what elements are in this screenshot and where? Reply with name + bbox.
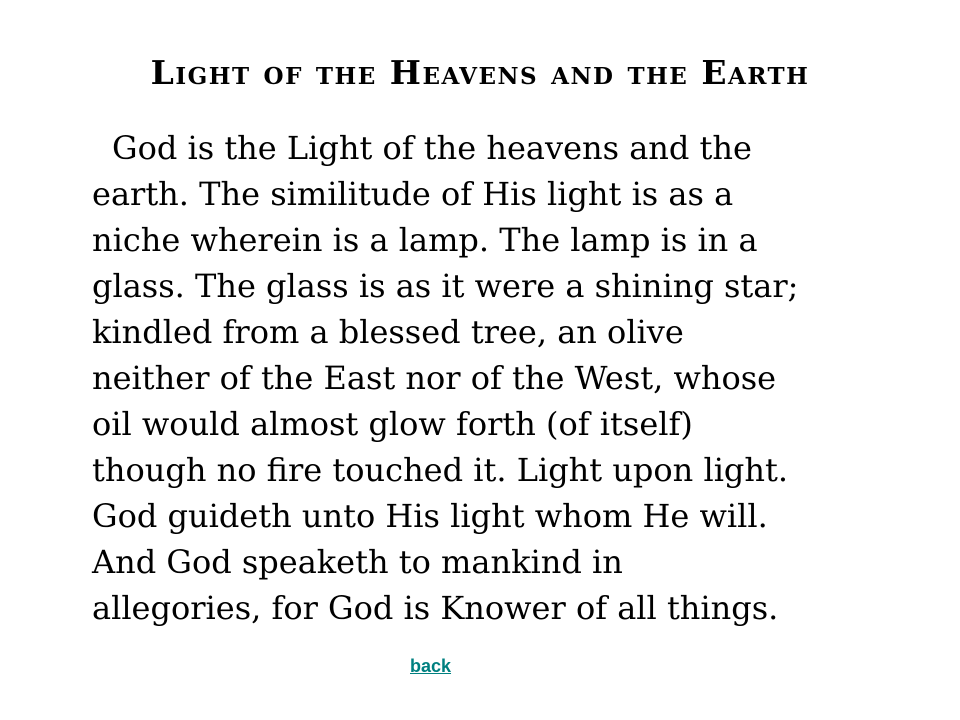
verse-line: earth. The similitude of His light is as a [92, 175, 734, 213]
verse-line: oil would almost glow forth (of itself) [92, 405, 693, 443]
verse-line: And God speaketh to mankind in [92, 543, 623, 581]
verse-line: neither of the East nor of the West, whose [92, 359, 777, 397]
verse-line: God is the Light of the heavens and the [112, 129, 752, 167]
verse-line: kindled from a blessed tree, an olive [92, 313, 684, 351]
verse-line: allegories, for God is Knower of all things. [92, 589, 779, 627]
verse-paragraph [92, 125, 932, 631]
page-title: Light of the Heavens and the Earth [150, 53, 810, 92]
verse-line: though no fire touched it. Light upon light. [92, 451, 789, 489]
verse-line: niche wherein is a lamp. The lamp is in a [92, 221, 758, 259]
verse-line: God guideth unto His light whom He will. [92, 497, 768, 535]
verse-line: glass. The glass is as it were a shining star; [92, 267, 799, 305]
back-link[interactable]: back [410, 656, 452, 676]
